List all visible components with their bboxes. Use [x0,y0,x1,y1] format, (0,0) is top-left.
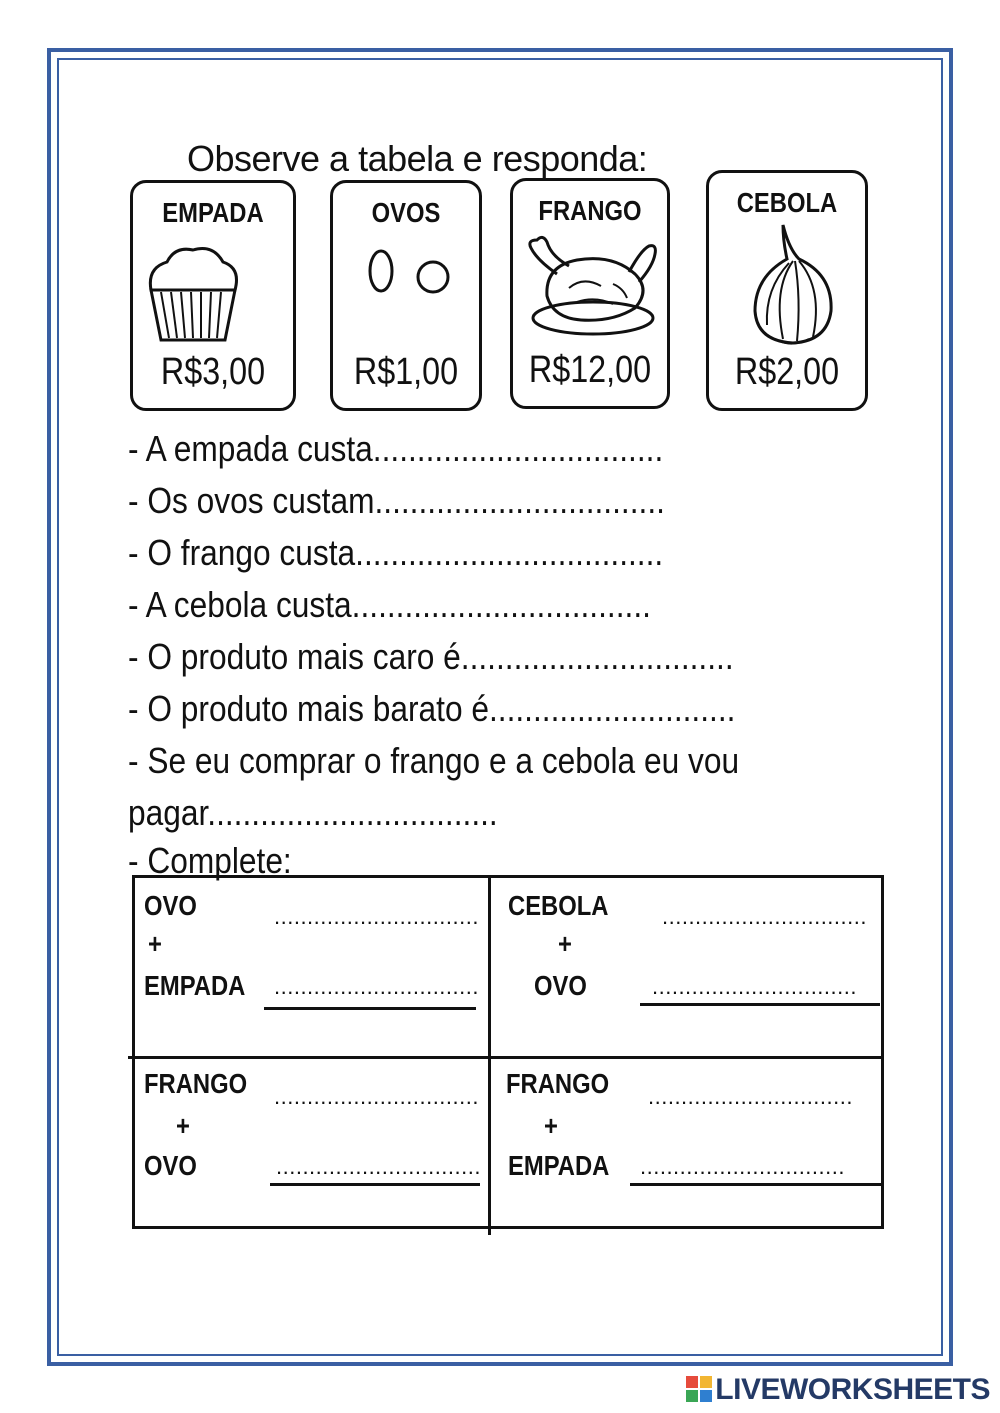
cell4-result-line [630,1183,882,1186]
table-divider-horizontal [128,1056,884,1059]
card-frango [510,178,670,409]
card-name: FRANGO [538,195,642,226]
cell1-plus: + [148,928,162,959]
question-mais-barato: - O produto mais barato é............................ [128,688,736,729]
cell3-top-blank: ............................... [274,1084,479,1109]
complete-heading: - Complete: [128,840,292,881]
cell2-bottom: OVO [534,970,587,1001]
card-price: R$12,00 [528,349,652,391]
liveworksheets-watermark [686,1373,990,1407]
card-name: CEBOLA [736,187,838,218]
cell1-bottom: EMPADA [144,970,246,1001]
cell4-bottom-blank: ............................... [640,1154,845,1179]
cell2-result-line [640,1003,880,1006]
liveworksheets-logo-icon [686,1376,712,1402]
cell4-top: FRANGO [506,1068,610,1099]
cell3-bottom: OVO [144,1150,197,1181]
cell2-plus: + [558,928,572,959]
cell3-result-line [270,1183,480,1186]
cell3-top: FRANGO [144,1068,248,1099]
eggs-icon [359,241,459,311]
card-name: EMPADA [162,197,264,228]
cell2-top: CEBOLA [508,890,609,921]
card-name: OVOS [371,197,441,228]
onion-icon [743,219,843,349]
cell3-bottom-blank: ............................... [276,1154,481,1179]
card-price: R$2,00 [734,351,840,393]
card-price: R$3,00 [160,351,266,393]
cell2-bottom-blank: ............................... [652,974,857,999]
question-compra: - Se eu comprar o frango e a cebola eu vou [128,740,740,781]
cell4-plus: + [544,1110,558,1141]
cell1-result-line [264,1007,476,1010]
question-pagar: pagar................................. [128,792,498,833]
cell3-plus: + [176,1110,190,1141]
question-mais-caro: - O produto mais caro é............................... [128,636,734,677]
cell4-top-blank: ............................... [648,1084,853,1109]
muffin-icon [137,238,247,348]
cell4-bottom: EMPADA [508,1150,610,1181]
question-ovos: - Os ovos custam................................. [128,480,665,521]
cell1-bottom-blank: ............................... [274,974,479,999]
question-cebola: - A cebola custa.................................. [128,584,651,625]
question-frango: - O frango custa................................... [128,532,664,573]
card-price: R$1,00 [353,351,459,393]
question-empada: - A empada custa................................. [128,428,664,469]
card-empada [130,180,296,411]
table-divider-vertical [488,875,491,1235]
roast-chicken-icon [517,226,667,346]
brand-text: LIVEWORKSHEETS [715,1373,990,1406]
cell1-top: OVO [144,890,197,921]
card-ovos [330,180,482,411]
cell2-top-blank: ............................... [662,904,867,929]
card-cebola [706,170,868,411]
instruction-title: Observe a tabela e responda: [187,138,648,179]
cell1-top-blank: ............................... [274,904,479,929]
